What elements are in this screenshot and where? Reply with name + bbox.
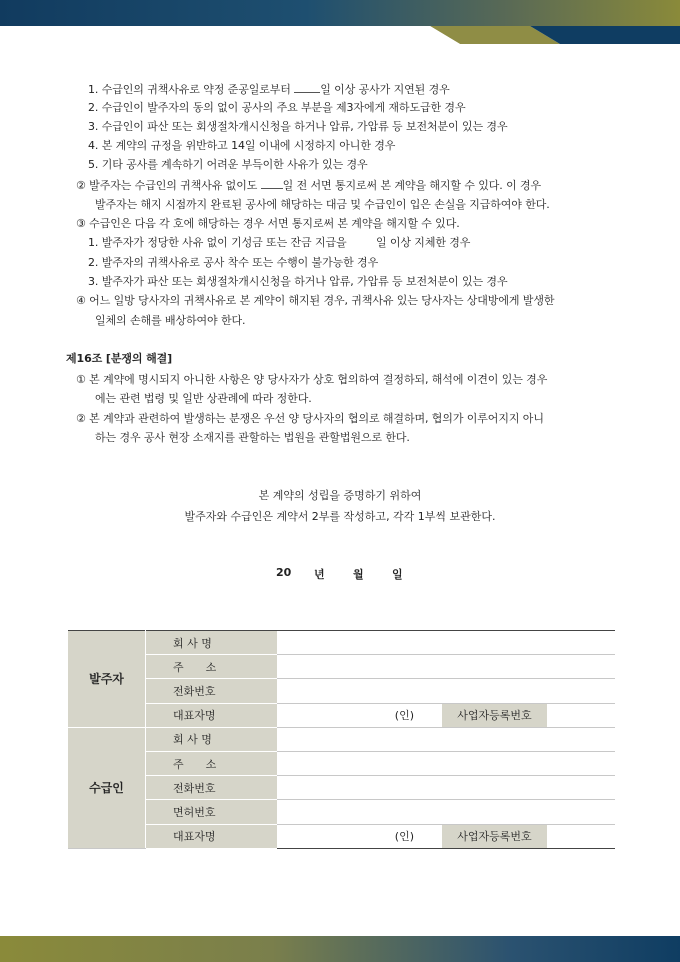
client-phone-label: 전화번호: [146, 679, 278, 703]
table-row: [68, 800, 615, 824]
clause-2: [76, 177, 541, 194]
item-text: 일 이상 공사가 지연된 경우: [320, 83, 450, 96]
blank-field: [294, 81, 320, 93]
contractor-seal[interactable]: (인): [277, 824, 442, 848]
list1-item-2: [88, 100, 465, 116]
table-row: [68, 631, 615, 655]
client-rep-label: 대표자명: [146, 703, 278, 727]
clause-3: [76, 216, 460, 232]
clause-mark: ①: [76, 373, 86, 386]
item-number: 4.: [88, 139, 99, 152]
item-number: 3.: [88, 120, 99, 133]
table-row: [68, 655, 615, 679]
list1-item-4: [88, 138, 395, 154]
item-text: 수급인이 파산 또는 회생절차개시신청을 하거나 압류, 가압류 등 보전처분이 있는 경우: [101, 120, 508, 133]
item-text: 본 계약의 규정을 위반하고 14일 이내에 시정하지 아니한 경우: [101, 139, 396, 152]
client-phone-value[interactable]: [277, 679, 615, 703]
contractor-license-label: 면허번호: [146, 800, 278, 824]
clause-text: 수급인은 다음 각 호에 해당하는 경우 서면 통지로써 본 계약을 해지할 수 있다.: [89, 217, 460, 230]
contractor-company-label: 회 사 명: [146, 727, 278, 751]
client-company-label: 회 사 명: [146, 631, 278, 655]
clause-4-continued: 일체의 손해를 배상하여야 한다.: [95, 314, 246, 327]
item-text: 일 이상 지체한 경우: [375, 236, 471, 249]
item-number: 3.: [88, 275, 99, 288]
client-biz-no-value[interactable]: [547, 703, 615, 727]
client-label: 발주자: [68, 631, 146, 728]
article-16-item-2-continued: 하는 경우 공사 현장 소재지를 관할하는 법원을 관할법원으로 한다.: [95, 431, 410, 444]
contractor-license-value[interactable]: [277, 800, 615, 824]
list1-item-1: [88, 81, 450, 98]
date-month-unit: 월: [353, 568, 364, 581]
item-text: 발주자가 파산 또는 회생절차개시신청을 하거나 압류, 가압류 등 보전처분이 있는 경우: [101, 275, 508, 288]
contractor-biz-no-label: 사업자등록번호: [442, 824, 547, 848]
article-16-title: 제16조 [분쟁의 해결]: [66, 352, 173, 365]
clause-text: 일 전 서면 통지로써 본 계약을 해지할 수 있다. 이 경우: [282, 179, 542, 192]
table-row: [68, 727, 615, 751]
item-number: 1.: [88, 236, 99, 249]
item-text: 발주자의 귀책사유로 공사 착수 또는 수행이 불가능한 경우: [101, 256, 379, 269]
closing-line-2: 발주자와 수급인은 계약서 2부를 작성하고, 각각 1부씩 보관한다.: [184, 510, 496, 523]
client-address-label: 주 소: [146, 655, 278, 679]
clause-mark: ②: [76, 412, 86, 425]
client-seal[interactable]: (인): [277, 703, 442, 727]
parties-table: [68, 630, 615, 849]
contractor-company-value[interactable]: [277, 727, 615, 751]
clause-text: 본 계약에 명시되지 아니한 사항은 양 당사자가 상호 협의하여 결정하되, 해석에 이견이 있는 경우: [89, 373, 548, 386]
table-row: [68, 751, 615, 775]
clause-text: 본 계약과 관련하여 발생하는 분쟁은 우선 양 당사자의 협의로 해결하며, 협의가 이루어지지 아니: [89, 412, 544, 425]
footer-decoration: [0, 936, 680, 962]
list2-item-1: [88, 235, 470, 251]
item-text: 수급인의 귀책사유로 약정 준공일로부터: [101, 83, 291, 96]
article-16-item-1: [76, 372, 547, 388]
closing-line-1: 본 계약의 성립을 증명하기 위하여: [258, 489, 422, 502]
list1-item-5: [88, 157, 368, 173]
clause-mark: ③: [76, 217, 86, 230]
contractor-label: 수급인: [68, 727, 146, 848]
contractor-biz-no-value[interactable]: [547, 824, 615, 848]
contractor-rep-label: 대표자명: [146, 824, 278, 848]
clause-text: 어느 일방 당사자의 귀책사유로 본 계약이 해지된 경우, 귀책사유 있는 당사자는 상대방에게 발생한: [89, 294, 555, 307]
clause-4: [76, 293, 554, 309]
blank-field: [261, 177, 283, 189]
item-number: 2.: [88, 256, 99, 269]
client-address-value[interactable]: [277, 655, 615, 679]
clause-mark: ②: [76, 179, 86, 192]
table-row: [68, 679, 615, 703]
clause-mark: ④: [76, 294, 86, 307]
table-row: [68, 703, 615, 727]
table-row: [68, 824, 615, 848]
item-number: 2.: [88, 101, 99, 114]
client-company-value[interactable]: [277, 631, 615, 655]
item-number: 5.: [88, 158, 99, 171]
date-year-unit: 년: [314, 568, 325, 581]
clause-2-continued: 발주자는 해지 시점까지 완료된 공사에 해당하는 대금 및 수급인이 입은 손실을 지급하여야 한다.: [95, 198, 550, 211]
header-decoration: [0, 0, 680, 44]
table-row: [68, 776, 615, 800]
article-16-item-2: [76, 411, 544, 427]
clause-text: 발주자는 수급인의 귀책사유 없이도: [89, 179, 258, 192]
date-year: 20: [276, 566, 292, 579]
item-text: 수급인이 발주자의 동의 없이 공사의 주요 부분을 제3자에게 재하도급한 경우: [101, 101, 466, 114]
item-text: 발주자가 정당한 사유 없이 기성금 또는 잔금 지급을: [101, 236, 347, 249]
article-16-item-1-continued: 에는 관련 법령 및 일반 상관례에 따라 정한다.: [95, 392, 312, 405]
contractor-phone-value[interactable]: [277, 776, 615, 800]
item-number: 1.: [88, 83, 99, 96]
list2-item-3: [88, 274, 507, 290]
list1-item-3: [88, 119, 507, 135]
item-text: 기타 공사를 계속하기 어려운 부득이한 사유가 있는 경우: [101, 158, 368, 171]
contractor-phone-label: 전화번호: [146, 776, 278, 800]
contractor-address-value[interactable]: [277, 751, 615, 775]
contractor-address-label: 주 소: [146, 751, 278, 775]
client-biz-no-label: 사업자등록번호: [442, 703, 547, 727]
list2-item-2: [88, 255, 378, 271]
date-day-unit: 일: [392, 568, 403, 581]
